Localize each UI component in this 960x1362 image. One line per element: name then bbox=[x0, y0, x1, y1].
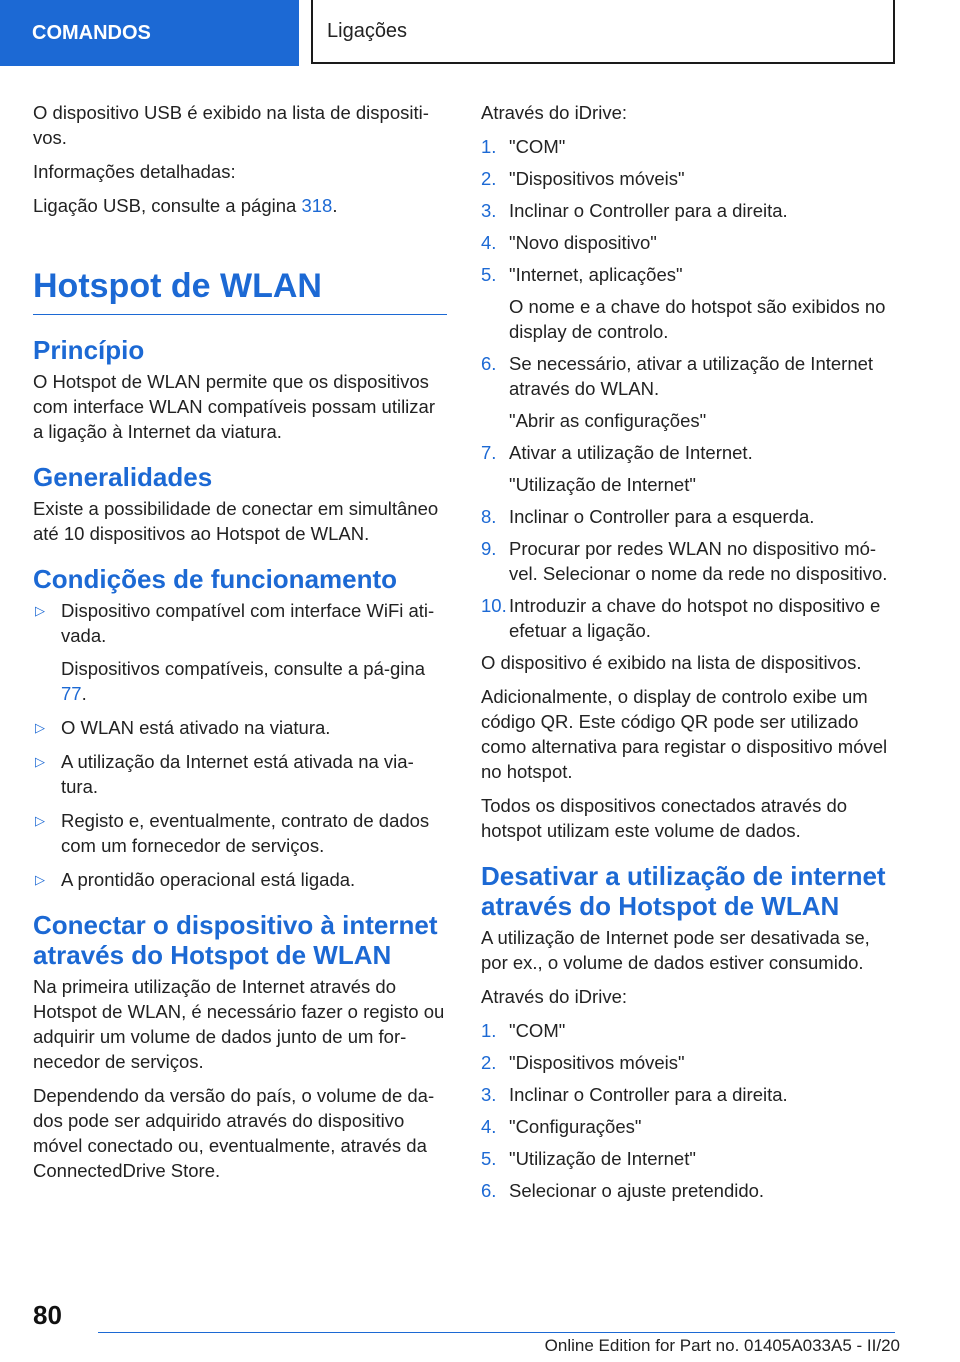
step-text: Inclinar o Controller para a esquerda. bbox=[509, 506, 815, 527]
step-item bbox=[481, 230, 897, 255]
conectar-paragraph: Na primeira utilização de Internet através do Hotspot de WLAN, é necessário fazer o registo ou adquirir um volume de dados junto de um for-necedor de serviços. bbox=[33, 976, 445, 1072]
step-item bbox=[481, 134, 897, 159]
result-paragraph: Adicionalmente, o display de controlo exibe um código QR. Este código QR pode ser utilizado como alternativa para registar o dispositivo móvel no hotspot. bbox=[481, 686, 888, 782]
page-number: 80 bbox=[33, 1300, 62, 1330]
step-text: Introduzir a chave do hotspot no dispositivo e efetuar a ligação. bbox=[509, 595, 881, 641]
step-text: Procurar por redes WLAN no dispositivo mó-vel. Selecionar o nome da rede no dispositivo. bbox=[509, 538, 888, 584]
step-number: 1. bbox=[481, 136, 497, 157]
step-text: "Internet, aplicações" bbox=[509, 264, 683, 285]
step-item bbox=[481, 351, 897, 433]
principio-heading: Princípio bbox=[33, 335, 145, 365]
idrive-label: Através do iDrive: bbox=[481, 102, 627, 123]
step-subtext: "Abrir as configurações" bbox=[509, 410, 707, 431]
step-item bbox=[481, 1178, 897, 1203]
list-item: ▷ A prontidão operacional está ligada. bbox=[35, 869, 356, 890]
right-column bbox=[481, 100, 897, 1210]
step-text: "Novo dispositivo" bbox=[509, 232, 657, 253]
edition-footer: Online Edition for Part no. 01405A033A5 - II/20 bbox=[544, 1336, 900, 1355]
step-item bbox=[481, 1082, 897, 1107]
step-subtext: "Utilização de Internet" bbox=[509, 474, 696, 495]
left-column bbox=[33, 100, 447, 1192]
step-number: 5. bbox=[481, 264, 497, 285]
step-text: Ativar a utilização de Internet. bbox=[509, 442, 753, 463]
desativar-heading: Desativar a utilização de internet através do Hotspot de WLAN bbox=[481, 861, 886, 921]
triangle-bullet-icon: ▷ bbox=[35, 813, 45, 828]
step-number: 10. bbox=[481, 595, 507, 616]
result-paragraph: O dispositivo é exibido na lista de dispositivos. bbox=[481, 652, 862, 673]
list-item: ▷ A utilização da Internet está ativada na via-tura. bbox=[35, 751, 414, 797]
step-item bbox=[481, 1018, 897, 1043]
step-item bbox=[481, 1050, 897, 1075]
step-text: Inclinar o Controller para a direita. bbox=[509, 200, 788, 221]
conectar-heading: Conectar o dispositivo à internet através do Hotspot de WLAN bbox=[33, 910, 438, 970]
deactivate-steps-list bbox=[481, 1018, 897, 1203]
step-text: "Utilização de Internet" bbox=[509, 1148, 696, 1169]
step-text: "COM" bbox=[509, 1020, 566, 1041]
step-number: 6. bbox=[481, 353, 497, 374]
usb-reference: Ligação USB, consulte a página 318. bbox=[33, 195, 338, 216]
step-number: 1. bbox=[481, 1020, 497, 1041]
compat-reference: Dispositivos compatíveis, consulte a pá-gina 77. bbox=[61, 658, 426, 704]
principio-text: O Hotspot de WLAN permite que os dispositivos com interface WLAN compatíveis possam utilizar a ligação à Internet da viatura. bbox=[33, 371, 435, 442]
step-number: 4. bbox=[481, 1116, 497, 1137]
step-item bbox=[481, 166, 897, 191]
idrive-label: Através do iDrive: bbox=[481, 986, 627, 1007]
step-number: 2. bbox=[481, 168, 497, 189]
condicoes-heading: Condições de funcionamento bbox=[33, 564, 398, 594]
step-item bbox=[481, 262, 897, 344]
step-item bbox=[481, 593, 897, 643]
step-number: 5. bbox=[481, 1148, 497, 1169]
step-text: "Configurações" bbox=[509, 1116, 642, 1137]
step-number: 6. bbox=[481, 1180, 497, 1201]
hotspot-title: Hotspot de WLAN bbox=[33, 266, 447, 315]
step-item bbox=[481, 504, 897, 529]
step-number: 3. bbox=[481, 200, 497, 221]
desativar-text: A utilização de Internet pode ser desativada se, por ex., o volume de dados estiver consumido. bbox=[481, 927, 870, 973]
step-number: 4. bbox=[481, 232, 497, 253]
list-item: ▷ O WLAN está ativado na viatura. bbox=[35, 717, 331, 738]
triangle-bullet-icon: ▷ bbox=[35, 603, 45, 618]
step-item bbox=[481, 440, 897, 497]
list-item: ▷ Dispositivo compatível com interface WiFi ati-vada. Dispositivos compatíveis, consulte a pá-gina 77. bbox=[33, 598, 447, 706]
generalidades-text: Existe a possibilidade de conectar em simultâneo até 10 dispositivos ao Hotspot de WLAN. bbox=[33, 498, 439, 544]
triangle-bullet-icon: ▷ bbox=[35, 720, 45, 735]
result-paragraph: Todos os dispositivos conectados através do hotspot utilizam este volume de dados. bbox=[481, 795, 848, 841]
triangle-bullet-icon: ▷ bbox=[35, 872, 45, 887]
step-item bbox=[481, 1146, 897, 1171]
step-text: Selecionar o ajuste pretendido. bbox=[509, 1180, 765, 1201]
step-number: 3. bbox=[481, 1084, 497, 1105]
step-text: "Dispositivos móveis" bbox=[509, 168, 685, 189]
step-text: Inclinar o Controller para a direita. bbox=[509, 1084, 788, 1105]
step-number: 7. bbox=[481, 442, 497, 463]
step-text: "COM" bbox=[509, 136, 566, 157]
footer-divider bbox=[98, 1332, 895, 1333]
page-link-77[interactable]: 77 bbox=[61, 683, 82, 704]
step-item bbox=[481, 1114, 897, 1139]
step-text: "Dispositivos móveis" bbox=[509, 1052, 685, 1073]
page-link-318[interactable]: 318 bbox=[301, 195, 333, 216]
step-item bbox=[481, 536, 897, 586]
step-text: Se necessário, ativar a utilização de Internet através do WLAN. bbox=[509, 353, 874, 399]
step-subtext: O nome e a chave do hotspot são exibidos no display de controlo. bbox=[509, 296, 886, 342]
step-number: 2. bbox=[481, 1052, 497, 1073]
step-number: 8. bbox=[481, 506, 497, 527]
triangle-bullet-icon: ▷ bbox=[35, 754, 45, 769]
condicoes-list bbox=[33, 598, 447, 892]
generalidades-heading: Generalidades bbox=[33, 462, 213, 492]
step-item bbox=[481, 198, 897, 223]
conectar-paragraph: Dependendo da versão do país, o volume de da-dos pode ser adquirido através do dispositivo móvel conectado ou, eventualmente, através da ConnectedDrive Store. bbox=[33, 1085, 435, 1181]
list-item: ▷ Registo e, eventualmente, contrato de dados com um fornecedor de serviços. bbox=[35, 810, 430, 856]
section-tab bbox=[0, 0, 299, 66]
section-tab-label: COMANDOS bbox=[32, 21, 151, 44]
intro-paragraph: Informações detalhadas: bbox=[33, 161, 236, 182]
intro-paragraph: O dispositivo USB é exibido na lista de dispositi-vos. bbox=[33, 102, 429, 148]
chapter-header bbox=[311, 0, 895, 64]
chapter-title: Ligações bbox=[327, 19, 408, 42]
connect-steps-list bbox=[481, 134, 897, 643]
step-number: 9. bbox=[481, 538, 497, 559]
